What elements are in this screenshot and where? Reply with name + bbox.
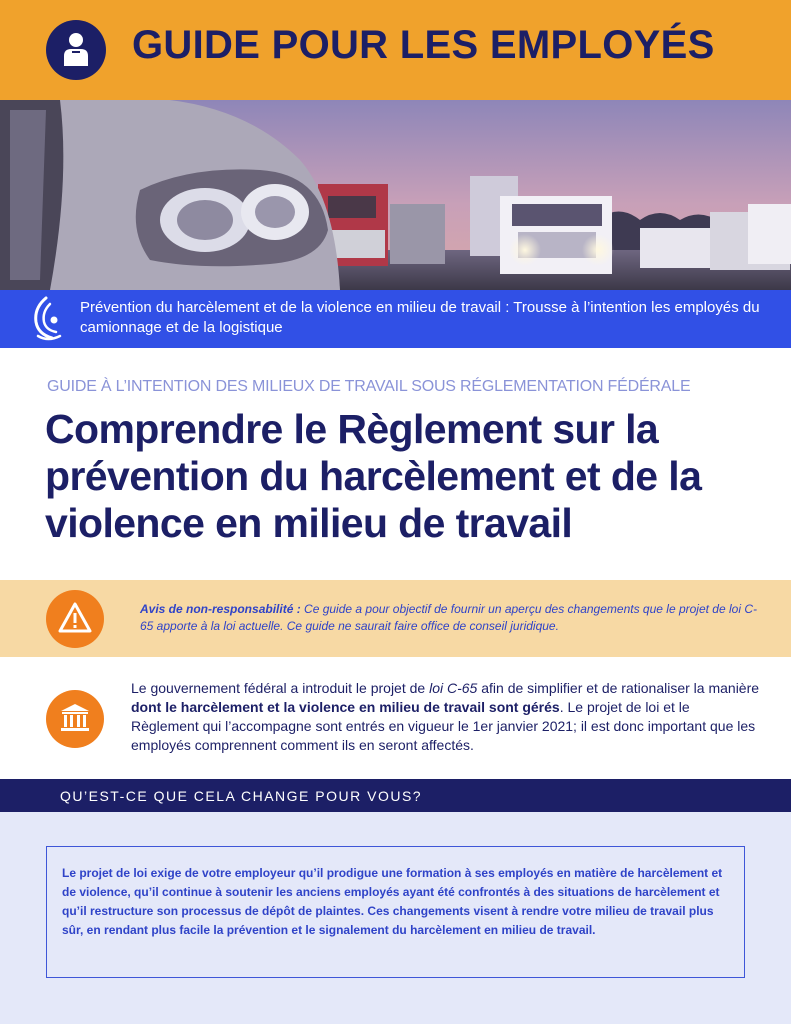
page-header-title: GUIDE POUR LES EMPLOYÉS — [132, 23, 715, 67]
intro-part3: . Le projet de loi et le Règlement qui l’accompagne sont entrés en vigueur le 1er janvier 2021; il est donc important que les employés comprennent comment ils en seront affectés. — [131, 699, 756, 753]
intro-bold: dont le harcèlement et la violence en milieu de travail sont gérés — [131, 699, 560, 715]
intro-part1: Le gouvernement fédéral a introduit le projet de — [131, 680, 430, 696]
government-building-icon — [46, 690, 104, 748]
disclaimer-label: Avis de non-responsabilité : — [140, 602, 301, 616]
header-banner — [0, 0, 791, 100]
bill-name: loi C-65 — [429, 680, 478, 696]
disclaimer-text — [140, 601, 760, 635]
section-body-text: Le projet de loi exige de votre employeur qu’il prodigue une formation à ses employés en matière de harcèlement et de violence, qu’il continue à soutenir les anciens employés ayant été confrontés à des situations de harcèlement et qu’il restructure son processus de dépôt de plaintes. Ces changements visent à rendre votre milieu de travail plus sûr, en rendant plus facile la prévention et le signalement du harcèlement en milieu de travail. — [62, 866, 723, 937]
person-icon — [46, 20, 106, 80]
section-body-area — [0, 812, 791, 1024]
section-heading: QU’EST-CE QUE CELA CHANGE POUR VOUS? — [60, 788, 423, 804]
warning-icon — [46, 590, 104, 648]
intro-part2: afin de simplifier et de rationaliser la manière — [477, 680, 760, 696]
logo-swirl-icon — [30, 296, 64, 347]
guide-kicker: GUIDE À L’INTENTION DES MILIEUX DE TRAVAIL SOUS RÉGLEMENTATION FÉDÉRALE — [47, 378, 691, 395]
disclaimer-body: Ce guide a pour objectif de fournir un aperçu des changements que le projet de loi C-65 apporte à la loi actuelle. Ce guide ne saurait faire office de conseil juridique. — [140, 602, 757, 633]
disclaimer-panel — [0, 580, 791, 657]
section-body-box — [46, 846, 745, 978]
subtitle-banner — [0, 290, 791, 348]
subtitle-text: Prévention du harcèlement et de la violence en milieu de travail : Trousse à l’intention les employés du camionnage et de la logistique — [80, 299, 760, 336]
truck-photo — [0, 100, 791, 290]
intro-paragraph — [131, 679, 761, 755]
page-title: Comprendre le Règlement sur la prévention du harcèlement et de la violence en milieu de travail — [45, 406, 702, 546]
section-heading-band — [0, 779, 791, 812]
